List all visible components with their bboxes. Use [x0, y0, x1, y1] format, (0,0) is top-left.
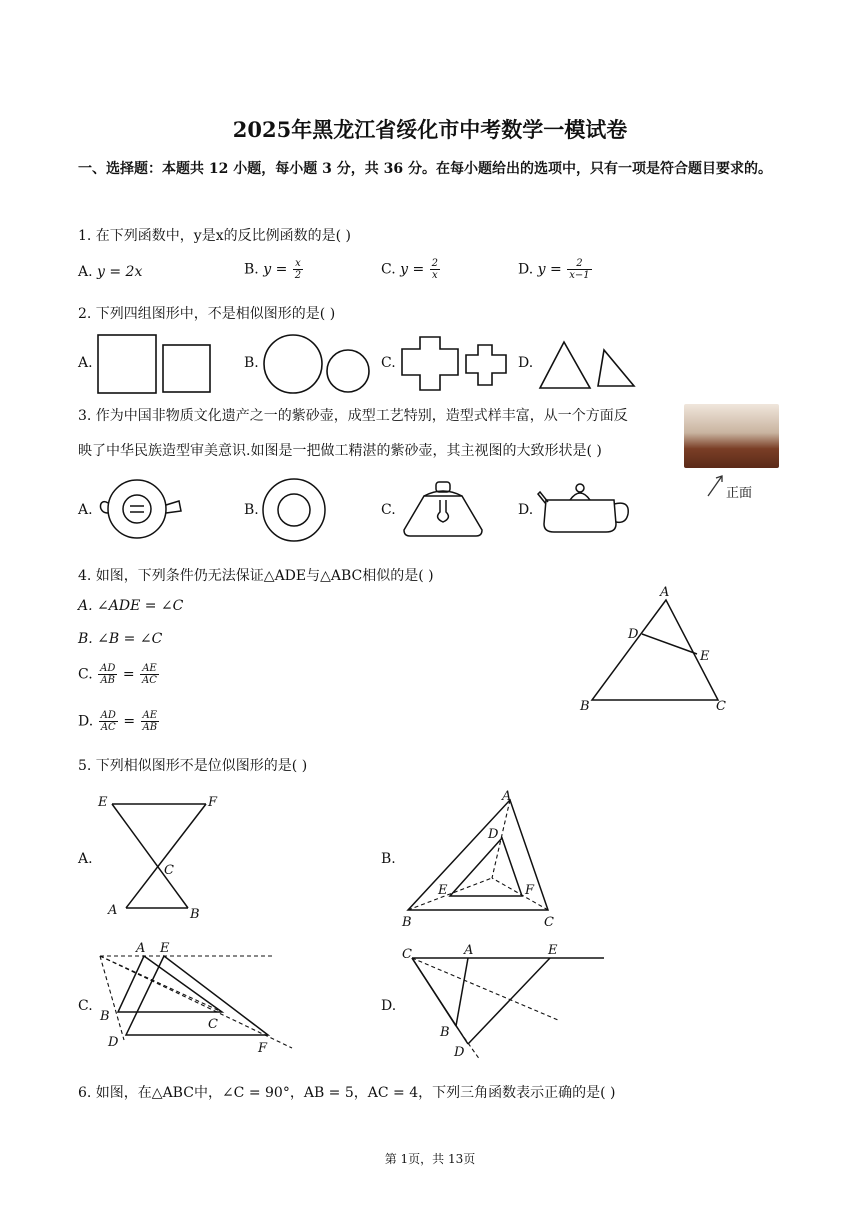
q1-option-d[interactable]: [518, 258, 593, 281]
q2-a-squares-figure: [95, 333, 215, 395]
q5b-label-a: A: [502, 789, 512, 804]
q3-d-label[interactable]: D.: [518, 502, 534, 518]
q5c-label-c: C: [208, 1017, 218, 1032]
q3-c-label[interactable]: C.: [381, 502, 396, 518]
q5b-label-c: C: [544, 915, 554, 930]
q5-a-label[interactable]: A.: [78, 851, 93, 867]
q4-c-label: C.: [78, 666, 93, 683]
q5d-label-b: B: [440, 1025, 450, 1040]
q1-a-label: A.: [78, 264, 93, 280]
q1-a-expr: y = 2x: [97, 264, 143, 280]
q3-a-label[interactable]: A.: [78, 502, 93, 518]
q5-c-label[interactable]: C.: [78, 998, 93, 1014]
q1-d-lhs: y =: [537, 261, 562, 278]
q5c-label-a: A: [136, 941, 146, 956]
q3-b-label[interactable]: B.: [244, 502, 259, 518]
q4-stem: 4. 如图，下列条件仍无法保证△ADE与△ABC相似的是( ): [78, 568, 434, 584]
q4-d-frac1: $\frac{AD}{AC}$: [100, 710, 116, 733]
q3-stem-line1: 3. 作为中国非物质文化遗产之一的紫砂壶，成型工艺特别，造型式样丰富，从一个方面反: [78, 408, 628, 424]
q2-b-circles-figure: [262, 333, 372, 395]
q1-option-a[interactable]: [78, 264, 142, 280]
q5d-label-e: E: [548, 943, 558, 958]
q1-stem: 1. 在下列函数中，y是x的反比例函数的是( ): [78, 228, 351, 244]
q5c-label-f: F: [258, 1041, 268, 1056]
q2-c-label[interactable]: C.: [381, 355, 396, 371]
q5b-label-f: F: [525, 883, 535, 898]
q2-d-label[interactable]: D.: [518, 355, 534, 371]
q2-stem: 2. 下列四组图形中，不是相似图形的是( ): [78, 306, 336, 322]
teapot-photo: [684, 404, 779, 468]
q5b-label-b: B: [402, 915, 412, 930]
q4-label-a: A: [660, 585, 670, 600]
q5c-label-e: E: [160, 941, 170, 956]
q4-label-d: D: [628, 627, 639, 642]
q5-d-figure: [398, 940, 608, 1065]
q1-c-lhs: y =: [400, 261, 425, 278]
q5a-label-f: F: [208, 795, 218, 810]
q4-triangle-figure: [576, 586, 736, 716]
q1-option-b[interactable]: [244, 258, 304, 281]
q2-c-crosses-figure: [400, 335, 515, 395]
q4-option-b[interactable]: B. ∠B = ∠C: [78, 631, 163, 647]
q1-b-frac: $\frac{x}{2}$: [294, 258, 302, 281]
q1-option-c[interactable]: [381, 258, 441, 281]
q4-label-c: C: [716, 699, 726, 714]
page-footer: 第 1页，共 13页: [384, 1152, 476, 1166]
q1-b-lhs: y =: [263, 261, 288, 278]
q1-d-label: D.: [518, 261, 534, 278]
q3-b-teapot-ring: [260, 476, 330, 544]
q4-option-c[interactable]: C. $\frac{AD}{AB}$ = $\frac{AE}{AC}$: [78, 663, 157, 686]
q3-a-teapot-topview: [95, 475, 195, 543]
q5c-label-d: D: [108, 1035, 119, 1050]
photo-caption: 正面: [726, 486, 753, 501]
q3-d-teapot-front: [536, 476, 636, 538]
q5-a-figure: [96, 790, 226, 920]
q5d-label-d: D: [454, 1045, 465, 1060]
q5a-label-e: E: [98, 795, 108, 810]
q5b-label-e: E: [438, 883, 448, 898]
q1-c-frac: $\frac{2}{x}$: [431, 258, 439, 281]
q5b-label-d: D: [488, 827, 499, 842]
q4-label-e: E: [700, 649, 710, 664]
q2-b-label[interactable]: B.: [244, 355, 259, 371]
q5d-label-c: C: [402, 947, 412, 962]
q5c-label-b: B: [100, 1009, 110, 1024]
q5a-label-c: C: [164, 863, 174, 878]
q4-label-b: B: [580, 699, 590, 714]
q5-stem: 5. 下列相似图形不是位似图形的是( ): [78, 758, 308, 774]
q1-d-frac: $\frac{2}{x-1}$: [569, 258, 590, 281]
q5a-label-b: B: [190, 907, 200, 922]
section-heading: 一、选择题：本题共 12 小题，每小题 3 分，共 36 分。在每小题给出的选项中，只有一项是符合题目要求的。: [78, 161, 772, 177]
q2-a-label[interactable]: A.: [78, 355, 93, 371]
q4-option-a[interactable]: A. ∠ADE = ∠C: [78, 598, 184, 614]
q3-stem-line2: 映了中华民族造型审美意识.如图是一把做工精湛的紫砂壶，其主视图的大致形状是( ): [78, 443, 602, 459]
q4-d-label: D.: [78, 713, 94, 730]
q4-option-d[interactable]: D. $\frac{AD}{AC}$ = $\frac{AE}{AB}$: [78, 710, 158, 733]
q1-b-label: B.: [244, 261, 259, 278]
q5d-label-a: A: [464, 943, 474, 958]
q5-b-figure: [398, 788, 568, 930]
q5a-label-a: A: [108, 903, 118, 918]
page-title: 2025年黑龙江省绥化市中考数学一模试卷: [232, 117, 628, 142]
q4-d-frac2: $\frac{AE}{AB}$: [142, 710, 158, 733]
q1-c-label: C.: [381, 261, 396, 278]
q5-c-figure: [96, 940, 296, 1060]
q4-c-frac1: $\frac{AD}{AB}$: [100, 663, 116, 686]
q5-b-label[interactable]: B.: [381, 851, 396, 867]
q4-c-frac2: $\frac{AE}{AC}$: [142, 663, 157, 686]
q5-d-label[interactable]: D.: [381, 998, 397, 1014]
q6-stem: 6. 如图，在△ABC中，∠C = 90°，AB = 5，AC = 4，下列三角函数表示正确的是( ): [78, 1085, 616, 1101]
q2-d-triangles-figure: [538, 338, 643, 393]
q3-c-teapot-sideview: [398, 478, 488, 540]
